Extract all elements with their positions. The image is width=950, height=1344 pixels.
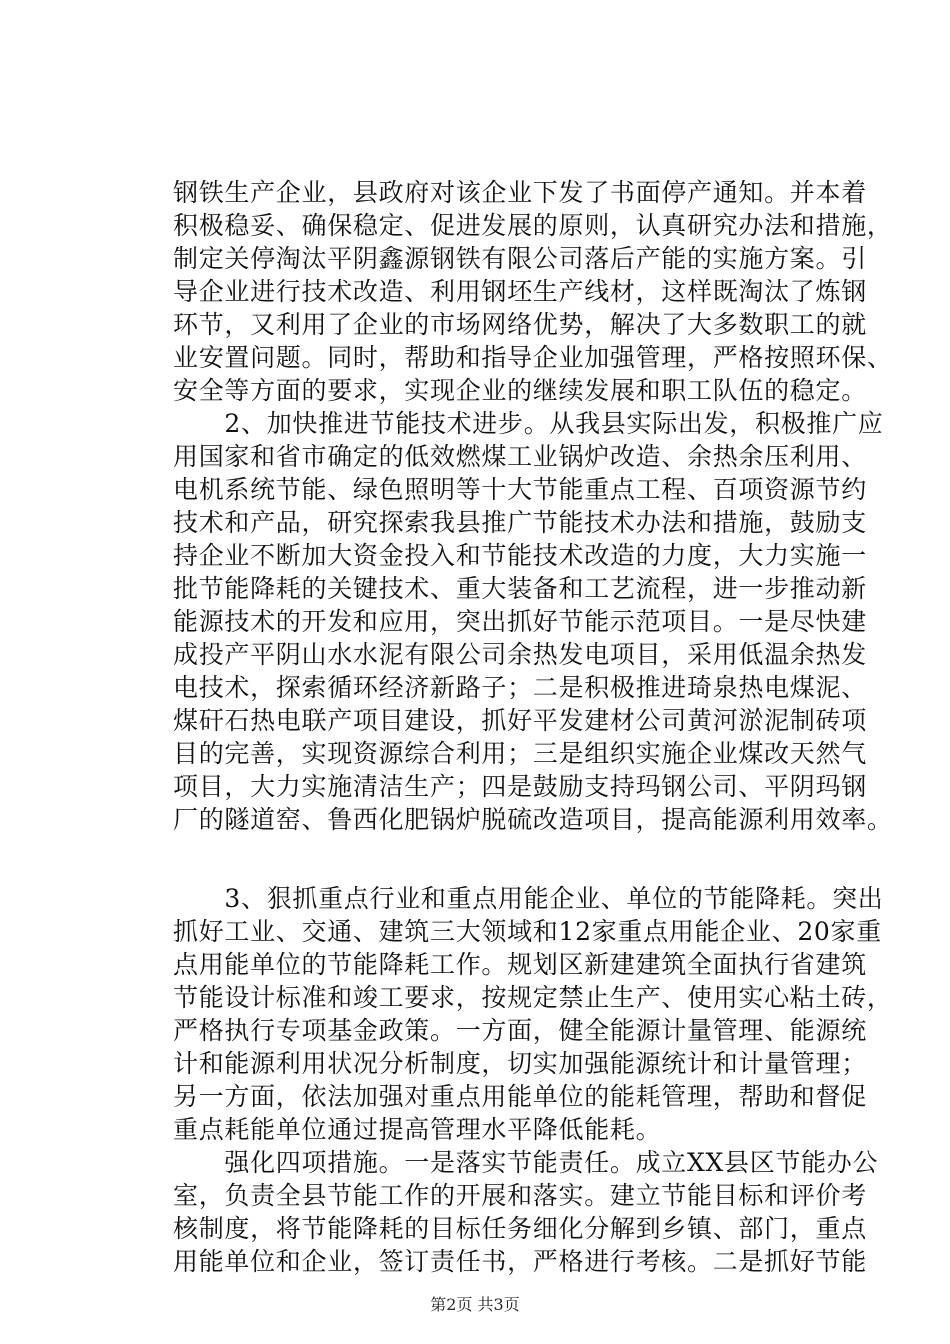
page-number-footer: 第2页 共3页 bbox=[430, 1295, 520, 1314]
text-line: 厂的隧道窑、鲁西化肥锅炉脱硫改造项目，提高能源利用效率。 bbox=[173, 805, 893, 834]
text-line: 核制度，将节能降耗的目标任务细化分解到乡镇、部门，重点 bbox=[173, 1214, 867, 1243]
text-line: 节能设计标准和竣工要求，按规定禁止生产、使用实心粘土砖， bbox=[173, 983, 893, 1012]
text-line: 持企业不断加大资金投入和节能技术改造的力度，大力实施一 bbox=[173, 541, 867, 570]
text-line: 钢铁生产企业，县政府对该企业下发了书面停产通知。并本着 bbox=[173, 178, 867, 207]
text-line: 导企业进行技术改造、利用钢坯生产线材，这样既淘汰了炼钢 bbox=[173, 277, 867, 306]
text-line: 另一方面，依法加强对重点用能单位的能耗管理，帮助和督促 bbox=[173, 1082, 867, 1111]
text-line: 环节，又利用了企业的市场网络优势，解决了大多数职工的就 bbox=[173, 310, 867, 339]
text-line: 3、狠抓重点行业和重点用能企业、单位的节能降耗。突出 bbox=[173, 884, 884, 913]
text-line: 电机系统节能、绿色照明等十大节能重点工程、百项资源节约 bbox=[173, 475, 867, 504]
text-line: 点用能单位的节能降耗工作。规划区新建建筑全面执行省建筑 bbox=[173, 950, 867, 979]
text-line: 业安置问题。同时，帮助和指导企业加强管理，严格按照环保、 bbox=[173, 343, 893, 372]
text-line: 计和能源利用状况分析制度，切实加强能源统计和计量管理； bbox=[173, 1049, 867, 1078]
text-line: 技术和产品，研究探索我县推广节能技术办法和措施，鼓励支 bbox=[173, 508, 867, 537]
text-line: 用能单位和企业，签订责任书，严格进行考核。二是抓好节能 bbox=[173, 1247, 867, 1276]
text-line: 2、加快推进节能技术进步。从我县实际出发，积极推广应 bbox=[173, 409, 884, 438]
text-line: 目的完善，实现资源综合利用；三是组织实施企业煤改天然气 bbox=[173, 739, 867, 768]
text-line: 强化四项措施。一是落实节能责任。成立XX县区节能办公 bbox=[173, 1148, 879, 1177]
text-line: 项目，大力实施清洁生产；四是鼓励支持玛钢公司、平阴玛钢 bbox=[173, 772, 867, 801]
text-line: 煤矸石热电联产项目建设，抓好平发建材公司黄河淤泥制砖项 bbox=[173, 706, 867, 735]
text-line: 抓好工业、交通、建筑三大领域和12家重点用能企业、20家重 bbox=[173, 917, 882, 946]
text-line: 重点耗能单位通过提高管理水平降低能耗。 bbox=[173, 1115, 662, 1144]
text-line: 批节能降耗的关键技术、重大装备和工艺流程，进一步推动新 bbox=[173, 574, 867, 603]
text-line: 成投产平阴山水水泥有限公司余热发电项目，采用低温余热发 bbox=[173, 640, 867, 669]
text-line: 能源技术的开发和应用，突出抓好节能示范项目。一是尽快建 bbox=[173, 607, 867, 636]
text-line: 用国家和省市确定的低效燃煤工业锅炉改造、余热余压利用、 bbox=[173, 442, 867, 471]
text-line: 安全等方面的要求，实现企业的继续发展和职工队伍的稳定。 bbox=[173, 376, 867, 405]
text-line: 严格执行专项基金政策。一方面，健全能源计量管理、能源统 bbox=[173, 1016, 867, 1045]
text-line: 积极稳妥、确保稳定、促进发展的原则，认真研究办法和措施， bbox=[173, 211, 893, 240]
text-line: 电技术，探索循环经济新路子；二是积极推进琦泉热电煤泥、 bbox=[173, 673, 867, 702]
text-line: 室，负责全县节能工作的开展和落实。建立节能目标和评价考 bbox=[173, 1181, 867, 1210]
text-line: 制定关停淘汰平阴鑫源钢铁有限公司落后产能的实施方案。引 bbox=[173, 244, 867, 273]
